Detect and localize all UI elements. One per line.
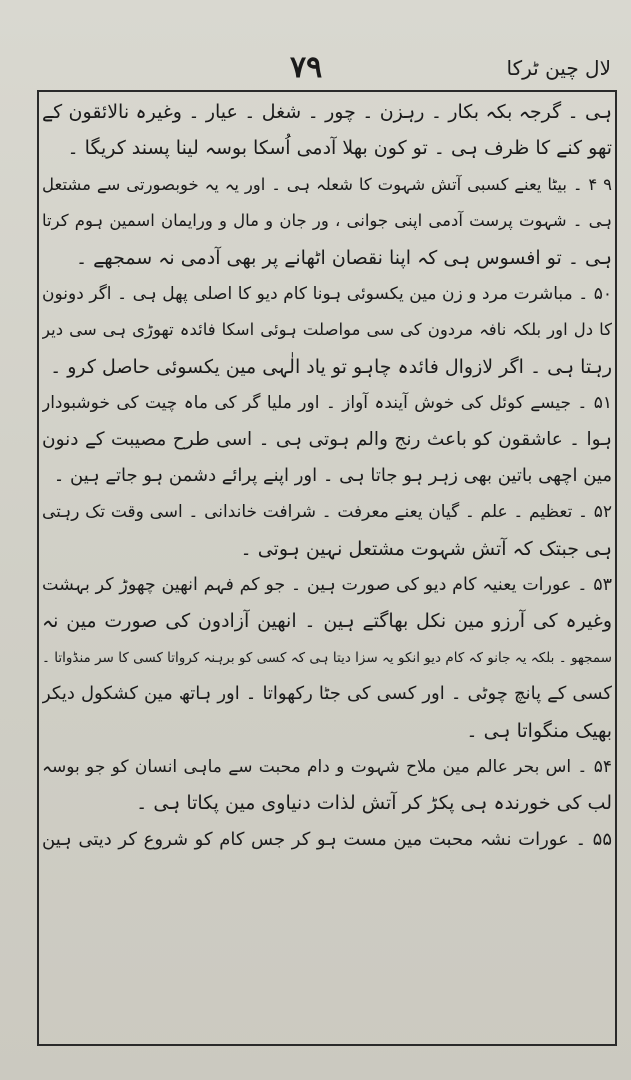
text-line: ہی جبتک کہ آتش شہوت مشتعل نہین ہوتی ۔ [240,537,612,560]
text-line: لب کی خورندہ ہی پکڑ کر آتش لذات دنیاوی مین پکاتا ہی ۔ [136,792,612,815]
text-line: ہوا ۔ عاشقون کو باعث رنج والم ہوتی ہی ۔ اسی طرح مصیبت کے دنون [42,428,612,450]
text-line: بھیک منگواتا ہی ۔ [466,719,612,742]
text-line: کا دل اور بلکہ نافہ مردون کی سی مواصلت ہوئی اسکا فائدہ تھوڑی ہی سی دیر [42,320,612,340]
text-line: ۵۲ ۔ تعظیم ۔ علم ۔ گیان یعنے معرفت ۔ شرافت خاندانی ۔ اسی وقت تک رہتی [42,502,612,523]
page-number: ۷۹ [290,50,323,85]
text-line: ہی ۔ شہوت پرست آدمی اپنی جوانی ، ور جان و مال و ورایمان اسمین ہوم کرتا [42,211,612,231]
body-text [42,94,612,858]
text-line: وغیرہ کی آرزو مین نکل بھاگتے ہین ۔ انھین آزادون کی صورت مین نہ [42,610,612,633]
text-line: کسی کے پانچ چوٹی ۔ اور کسی کی جٹا رکھواتا ۔ اور ہاتھ مین کشکول دیکر [42,683,612,705]
text-line: مین اچھی باتین بھی زہر ہو جاتا ہی ۔ اور اپنے پرائے دشمن ہو جاتے ہین ۔ [53,464,612,486]
text-line: ۵۱ ۔ جیسے کوئل کی خوش آیندہ آواز ۔ اور ملیا گر کی ماہ چیت کی خوشبودار [42,393,612,414]
text-line: ۵۳ ۔ عورات یعنیہ کام دیو کی صورت ہین ۔ جو کم فہم انھین چھوڑ کر بہشت [42,575,612,596]
text-line: سمجھو ۔ بلکہ یہ جانو کہ کام دیو انکو یہ سزا دیتا ہی کہ کسی کو برہنہ کرواتا کسی کا سر منڈواتا ۔ [42,649,612,666]
text-line: ہی ۔ تو افسوس ہی کہ اپنا نقصان اٹھانے پر بھی آدمی نہ سمجھے ۔ [76,246,612,269]
text-line: ۵۰ ۔ مباشرت مرد و زن مین یکسوئی ہونا کام دیو کا اصلی پھل ہی ۔ اگر دونون [42,283,612,304]
text-line: ۹ ۴ ۔ بیٹا یعنے کسبی آتش شہوت کا شعلہ ہی ۔ اور یہ یہ خوبصورتی سے مشتعل [42,174,612,194]
running-title: لال چین ٹرکا [506,56,611,80]
text-line: ۵۴ ۔ اس بحر عالم مین ملاح شہوت و دام محبت سے ماہی انسان کو جو بوسہ [42,757,612,778]
text-line: ہی ۔ گرجہ بکہ بکار ۔ رہزن ۔ چور ۔ شغل ۔ عیار ۔ وغیرہ نالائقون کے [42,101,612,123]
text-line: رہتا ہی ۔ اگر لازوال فائدہ چاہو تو یاد الٰہی مین یکسوئی حاصل کرو ۔ [50,355,612,378]
text-line: تھو کنے کا ظرف ہی ۔ تو کون بھلا آدمی اُسکا بوسہ لینا پسند کریگا ۔ [67,137,612,160]
text-line: ۵۵ ۔ عورات نشہ محبت مین مست ہو کر جس کام کو شروع کر دیتی ہین [42,828,612,850]
